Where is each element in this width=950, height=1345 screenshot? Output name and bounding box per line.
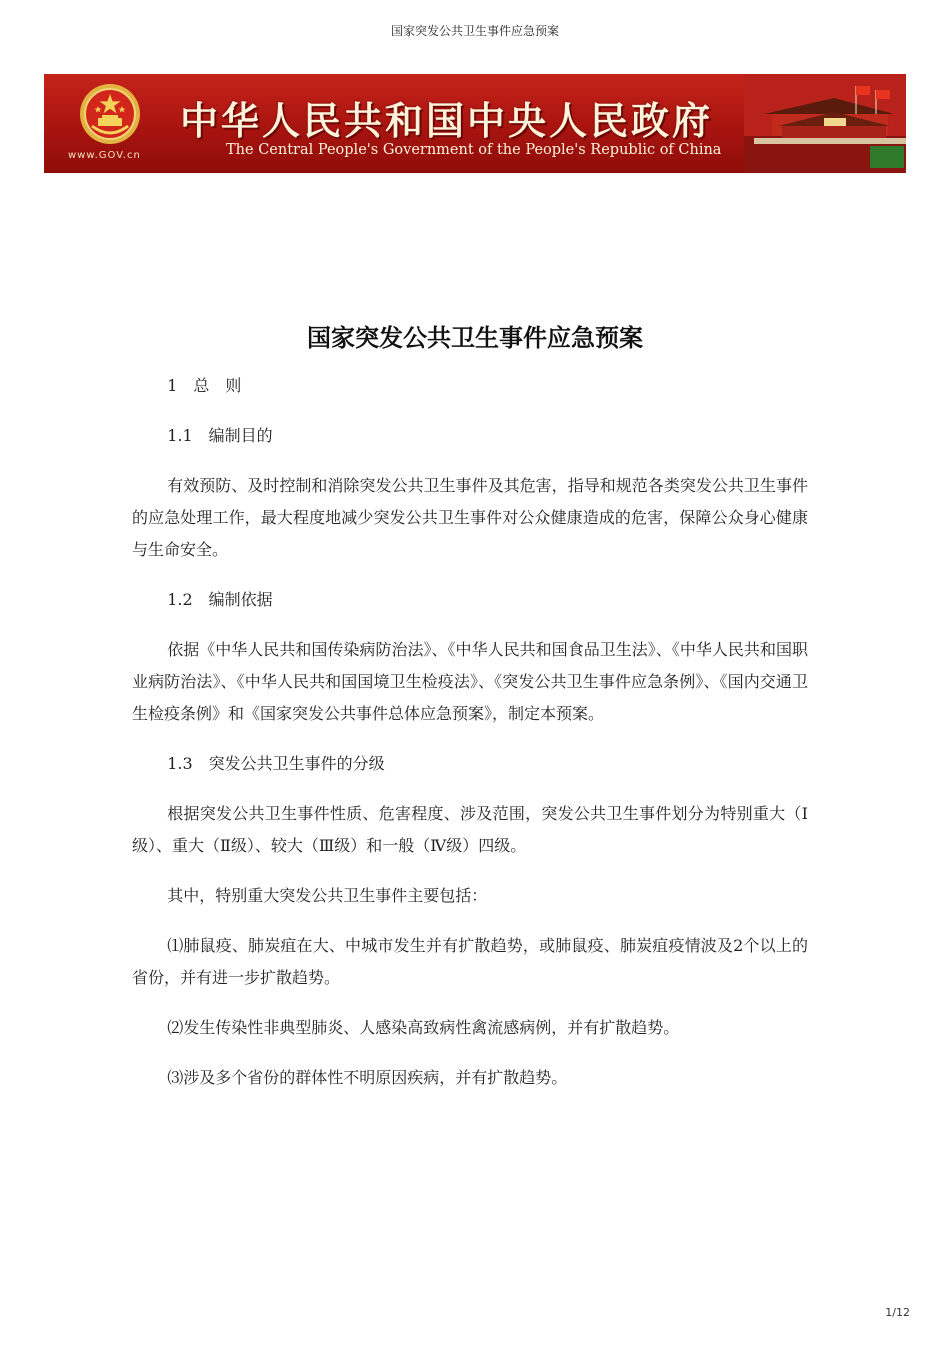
paragraph-intro-list: 其中，特别重大突发公共卫生事件主要包括： [167,886,488,905]
site-banner[interactable] [44,74,906,173]
list-item: ⑵发生传染性非典型肺炎、人感染高致病性禽流感病例，并有扩散趋势。 [167,1018,680,1037]
page-number: 1/12 [885,1306,910,1319]
banner-title-english: The Central People's Government of the People's Republic of China [226,142,722,158]
national-emblem-icon [78,82,142,146]
section-heading-1: 1 总 则 [167,376,242,395]
document-title: 国家突发公共卫生事件应急预案 [307,324,643,352]
list-item: ⑴肺鼠疫、肺炭疽在大、中城市发生并有扩散趋势，或肺鼠疫、肺炭疽疫情波及2个以上的省份，并有进一步扩散趋势。 [132,936,808,987]
subsection-heading-1-3: 1.3 突发公共卫生事件的分级 [167,754,385,773]
subsection-heading-1-2: 1.2 编制依据 [167,590,273,609]
list-item: ⑶涉及多个省份的群体性不明原因疾病，并有扩散趋势。 [167,1068,568,1087]
paragraph-purpose: 有效预防、及时控制和消除突发公共卫生事件及其危害，指导和规范各类突发公共卫生事件的应急处理工作，最大程度地减少突发公共卫生事件对公众健康造成的危害，保障公众身心健康与生命安全。 [132,476,808,559]
subsection-heading-1-1: 1.1 编制目的 [167,426,273,445]
paragraph-basis: 依据《中华人民共和国传染病防治法》、《中华人民共和国食品卫生法》、《中华人民共和国职业病防治法》、《中华人民共和国国境卫生检疫法》、《突发公共卫生事件应急条例》、《国内交通卫生检疫条例》和《国家突发公共事件总体应急预案》，制定本预案。 [132,640,808,723]
running-header: 国家突发公共卫生事件应急预案 [390,24,559,38]
document-body [132,370,808,1112]
paragraph-classification: 根据突发公共卫生事件性质、危害程度、涉及范围，突发公共卫生事件划分为特别重大（Ⅰ级）、重大（Ⅱ级）、较大（Ⅲ级）和一般（Ⅳ级）四级。 [132,804,808,855]
tiananmen-gate-icon [744,74,906,173]
banner-title-chinese: 中华人民共和国中央人民政府 [180,99,714,143]
site-url[interactable]: www.GOV.cn [68,150,141,161]
